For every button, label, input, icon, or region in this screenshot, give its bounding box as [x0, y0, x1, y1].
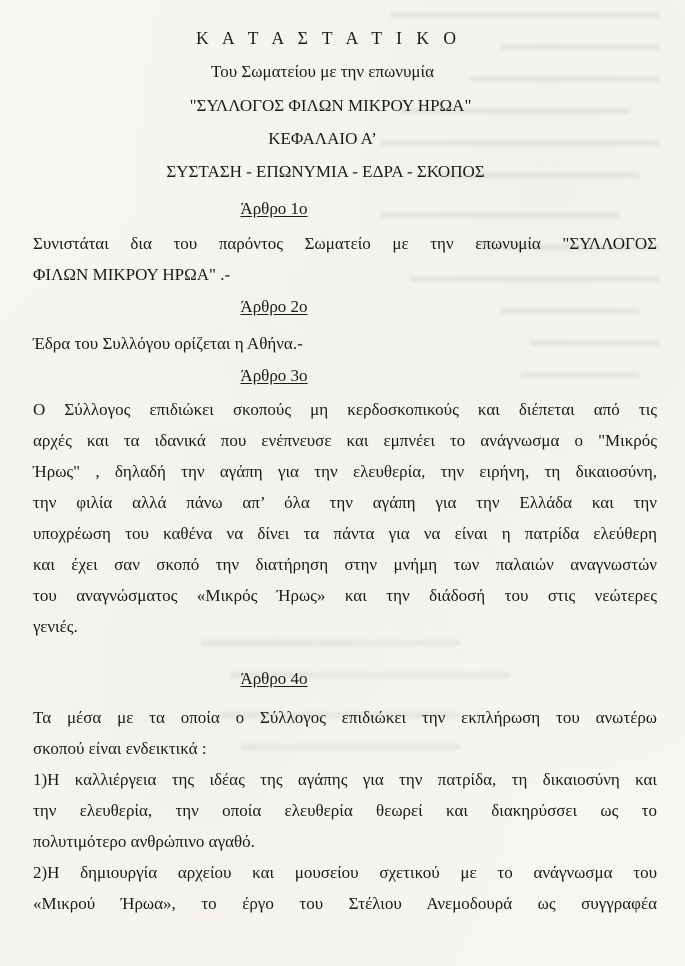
article-3-line: γενιές. — [33, 617, 78, 636]
article-3-line: αρχές και τα ιδανικά που ενέπνευσε και εμπνέει το ανάγνωσμα ο "Μικρός — [33, 431, 657, 450]
article-1-line: Συνιστάται δια του παρόντος Σωματείο με την επωνυμία "ΣΥΛΛΟΓΟΣ — [33, 234, 657, 253]
article-4-line: 2)Η δημιουργία αρχείου και μουσείου σχετικού με το ανάγνωσμα του — [33, 863, 657, 882]
article-3-line: του αναγνώσματος «Μικρός Ήρως» και την διάδοσή του στις νεώτερες — [33, 586, 657, 605]
article-1-heading: Άρθρο 1ο — [240, 199, 308, 218]
article-4-line: την ελευθερία, την οποία ελευθερία θεωρεί και διακηρύσσει ως το — [33, 801, 657, 820]
chapter-label: ΚΕΦΑΛΑΙΟ Α’ — [268, 129, 377, 148]
article-4-line: «Μικρού Ήρωα», το έργο του Στέλιου Ανεμοδουρά ως συγγραφέα — [33, 894, 657, 913]
article-2-heading: Άρθρο 2ο — [240, 297, 308, 316]
article-3-line: και έχει σαν σκοπό την διατήρηση στην μνήμη των παλαιών αναγνωστών — [33, 555, 657, 574]
chapter-title: ΣΥΣΤΑΣΗ - ΕΠΩΝΥΜΙΑ - ΕΔΡΑ - ΣΚΟΠΟΣ — [166, 162, 485, 181]
article-2-line: Έδρα του Συλλόγου ορίζεται η Αθήνα.- — [33, 334, 303, 353]
article-4-line: 1)Η καλλιέργεια της ιδέας της αγάπης για την πατρίδα, τη δικαιοσύνη και — [33, 770, 657, 789]
association-name: "ΣΥΛΛΟΓΟΣ ΦΙΛΩΝ ΜΙΚΡΟΥ ΗΡΩΑ" — [189, 96, 472, 115]
article-4-body — [33, 702, 657, 919]
article-1-body — [33, 228, 657, 290]
article-4-line: σκοπού είναι ενδεικτικά : — [33, 739, 207, 758]
document-title: Κ Α Τ Α Σ Τ Α Τ Ι Κ Ο — [196, 28, 461, 48]
document-subtitle: Του Σωματείου με την επωνυμία — [211, 62, 434, 81]
article-3-line: Ήρως" , δηλαδή την αγάπη για την ελευθερία, την ειρήνη, τη δικαιοσύνη, — [33, 462, 657, 481]
article-3-body — [33, 394, 657, 642]
article-3-line: υποχρέωση του καθένα να δίνει τα πάντα για να είναι η πατρίδα ελεύθερη — [33, 524, 657, 543]
article-3-heading: Άρθρο 3ο — [240, 366, 308, 385]
article-2-body — [33, 328, 657, 359]
article-4-line: πολυτιμότερο ανθρώπινο αγαθό. — [33, 832, 255, 851]
article-3-line: Ο Σύλλογος επιδιώκει σκοπούς μη κερδοσκοπικούς και διέπεται από τις — [33, 400, 657, 419]
article-3-line: την φιλία αλλά πάνω απ’ όλα την αγάπη για την Ελλάδα και την — [33, 493, 657, 512]
article-4-line: Τα μέσα με τα οποία ο Σύλλογος επιδιώκει την εκπλήρωση του ανωτέρω — [33, 708, 657, 727]
article-1-line: ΦΙΛΩΝ ΜΙΚΡΟΥ ΗΡΩΑ" .- — [33, 265, 231, 284]
article-4-heading: Άρθρο 4ο — [240, 669, 308, 688]
